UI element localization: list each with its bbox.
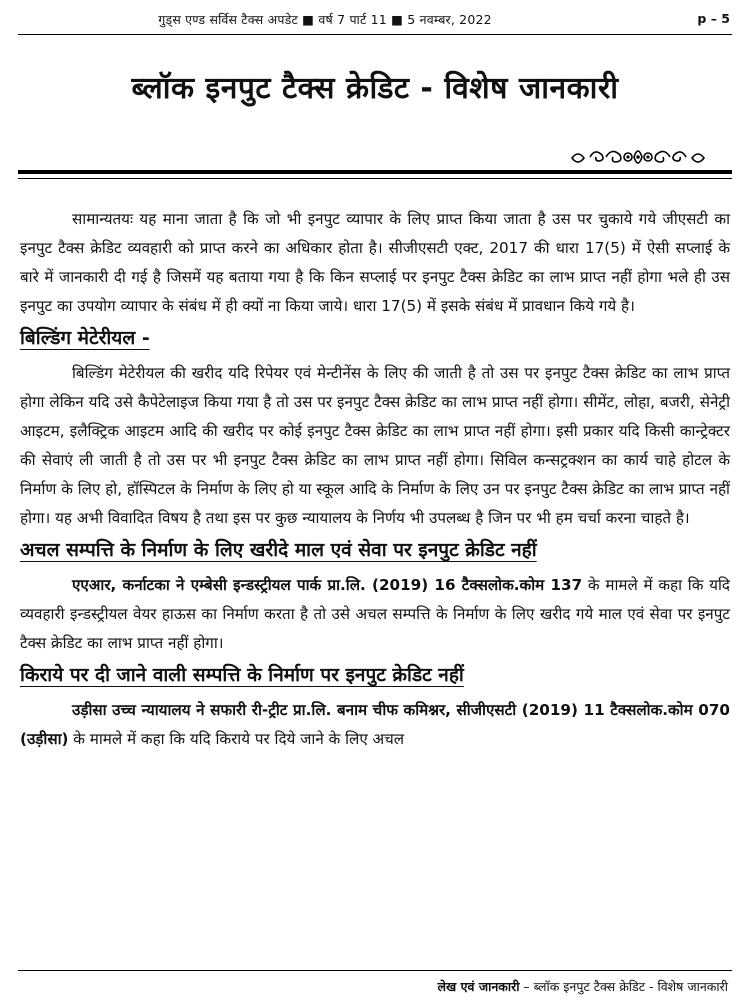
case-citation: एएआर, कर्नाटका ने एम्बेसी इन्डस्ट्रीयल पार्क प्रा.लि. (2019) 16 टैक्सलोक.कोम 137 — [72, 576, 583, 594]
title-divider-thin — [18, 178, 732, 179]
footer-text — [438, 978, 728, 995]
section-paragraph-rental-property — [20, 696, 730, 754]
case-text: के मामले में कहा कि यदि किराये पर दिये जाने के लिए अचल — [68, 730, 405, 748]
section-heading-immovable-property: अचल सम्पत्ति के निर्माण के लिए खरीदे माल एवं सेवा पर इनपुट क्रेडिट नहीं — [20, 539, 537, 561]
article-body — [20, 205, 730, 754]
footer-title: ब्लॉक इनपुट टैक्स क्रेडिट - विशेष जानकारी — [533, 979, 728, 994]
running-header — [0, 8, 750, 30]
header-divider — [18, 34, 732, 35]
section-heading-rental-property: किराये पर दी जाने वाली सम्पत्ति के निर्माण पर इनपुट क्रेडिट नहीं — [20, 664, 464, 686]
section-paragraph-immovable-property — [20, 571, 730, 658]
flourish-ornament-icon — [568, 142, 708, 172]
section-heading-building-material: बिल्डिंग मेटेरीयल - — [20, 327, 150, 349]
article-title: ब्लॉक इनपुट टैक्स क्रेडिट - विशेष जानकारी — [131, 71, 619, 106]
footer-divider — [18, 970, 732, 971]
footer-label: लेख एवं जानकारी — [437, 979, 520, 994]
running-title: गुड्स एण्ड सर्विस टैक्स अपडेट ■ वर्ष 7 पार्ट 11 ■ 5 नवम्बर, 2022 — [158, 12, 492, 27]
running-footer — [0, 970, 750, 1000]
page-number: p – 5 — [697, 11, 730, 26]
footer-separator: – — [519, 979, 534, 994]
title-divider-thick — [18, 170, 732, 174]
case-text: के मामले में कहा कि यदि व्यवहारी इन्डस्ट्रीयल वेयर हाऊस का निर्माण करता है तो उसे अचल सम्पत्ति के निर्माण के लिए खरीद गये माल एवं सेवा पर इनपुट टैक्स क्रेडिट का लाभ प्राप्त नहीं होगा। — [20, 576, 730, 652]
intro-paragraph: सामान्यतयः यह माना जाता है कि जो भी इनपुट व्यापार के लिए प्राप्त किया जाता है उस पर चुकाये गये जीएसटी का इनपुट टैक्स क्रेडिट व्यवहारी को प्राप्त करने का अधिकार होता है। सीजीएसटी एक्ट, 2017 की धारा 17(5) में ऐसी सप्लाई के बारे में जानकारी दी गई है जिसमें यह बताया गया है कि किन सप्लाई पर इनपुट टैक्स क्रेडिट का लाभ प्राप्त नहीं होगा भले ही उस इनपुट का उपयोग व्यापार के संबंध में ही क्यों ना किया जाये। धारा 17(5) में इसके संबंध में प्रावधान किये गये है। — [20, 210, 730, 315]
case-citation: उड़ीसा उच्च न्यायालय ने सफारी री-ट्रीट प्रा.लि. बनाम चीफ कमिश्नर, सीजीएसटी (2019) 11 टैक्सलोक.कोम 070 (उड़ीसा) — [20, 701, 730, 748]
section-paragraph-building-material: बिल्डिंग मेटेरीयल की खरीद यदि रिपेयर एवं मेन्टीनेंस के लिए की जाती है तो उस पर इनपुट टैक्स क्रेडिट का लाभ प्राप्त होगा लेकिन यदि उसे कैपेटेलाइज किया गया है तो उस पर इनपुट टैक्स क्रेडिट का लाभ प्राप्त नहीं होगा। सीमेंट, लोहा, बजरी, सेनेट्री आइटम, इलैक्ट्रिक आइटम आदि की खरीद पर कोई इनपुट टैक्स क्रेडिट का लाभ प्राप्त नहीं होगा। इसी प्रकार यदि किसी कान्ट्रेक्टर की सेवाएं ली जाती है तो उस पर भी इनपुट टैक्स क्रेडिट का लाभ प्राप्त नहीं होगा। सिविल कन्सट्रक्शन का कार्य चाहे होटल के निर्माण के लिए हो, हॉस्पिटल के निर्माण के लिए हो या स्कूल आदि के निर्माण के लिए उन पर इनपुट टैक्स क्रेडिट का लाभ प्राप्त नहीं होगा। यह अभी विवादित विषय है तथा इस पर कुछ न्यायालय के निर्णय भी उपलब्ध है जिन पर भी हम चर्चा करना चाहते है। — [20, 364, 730, 527]
